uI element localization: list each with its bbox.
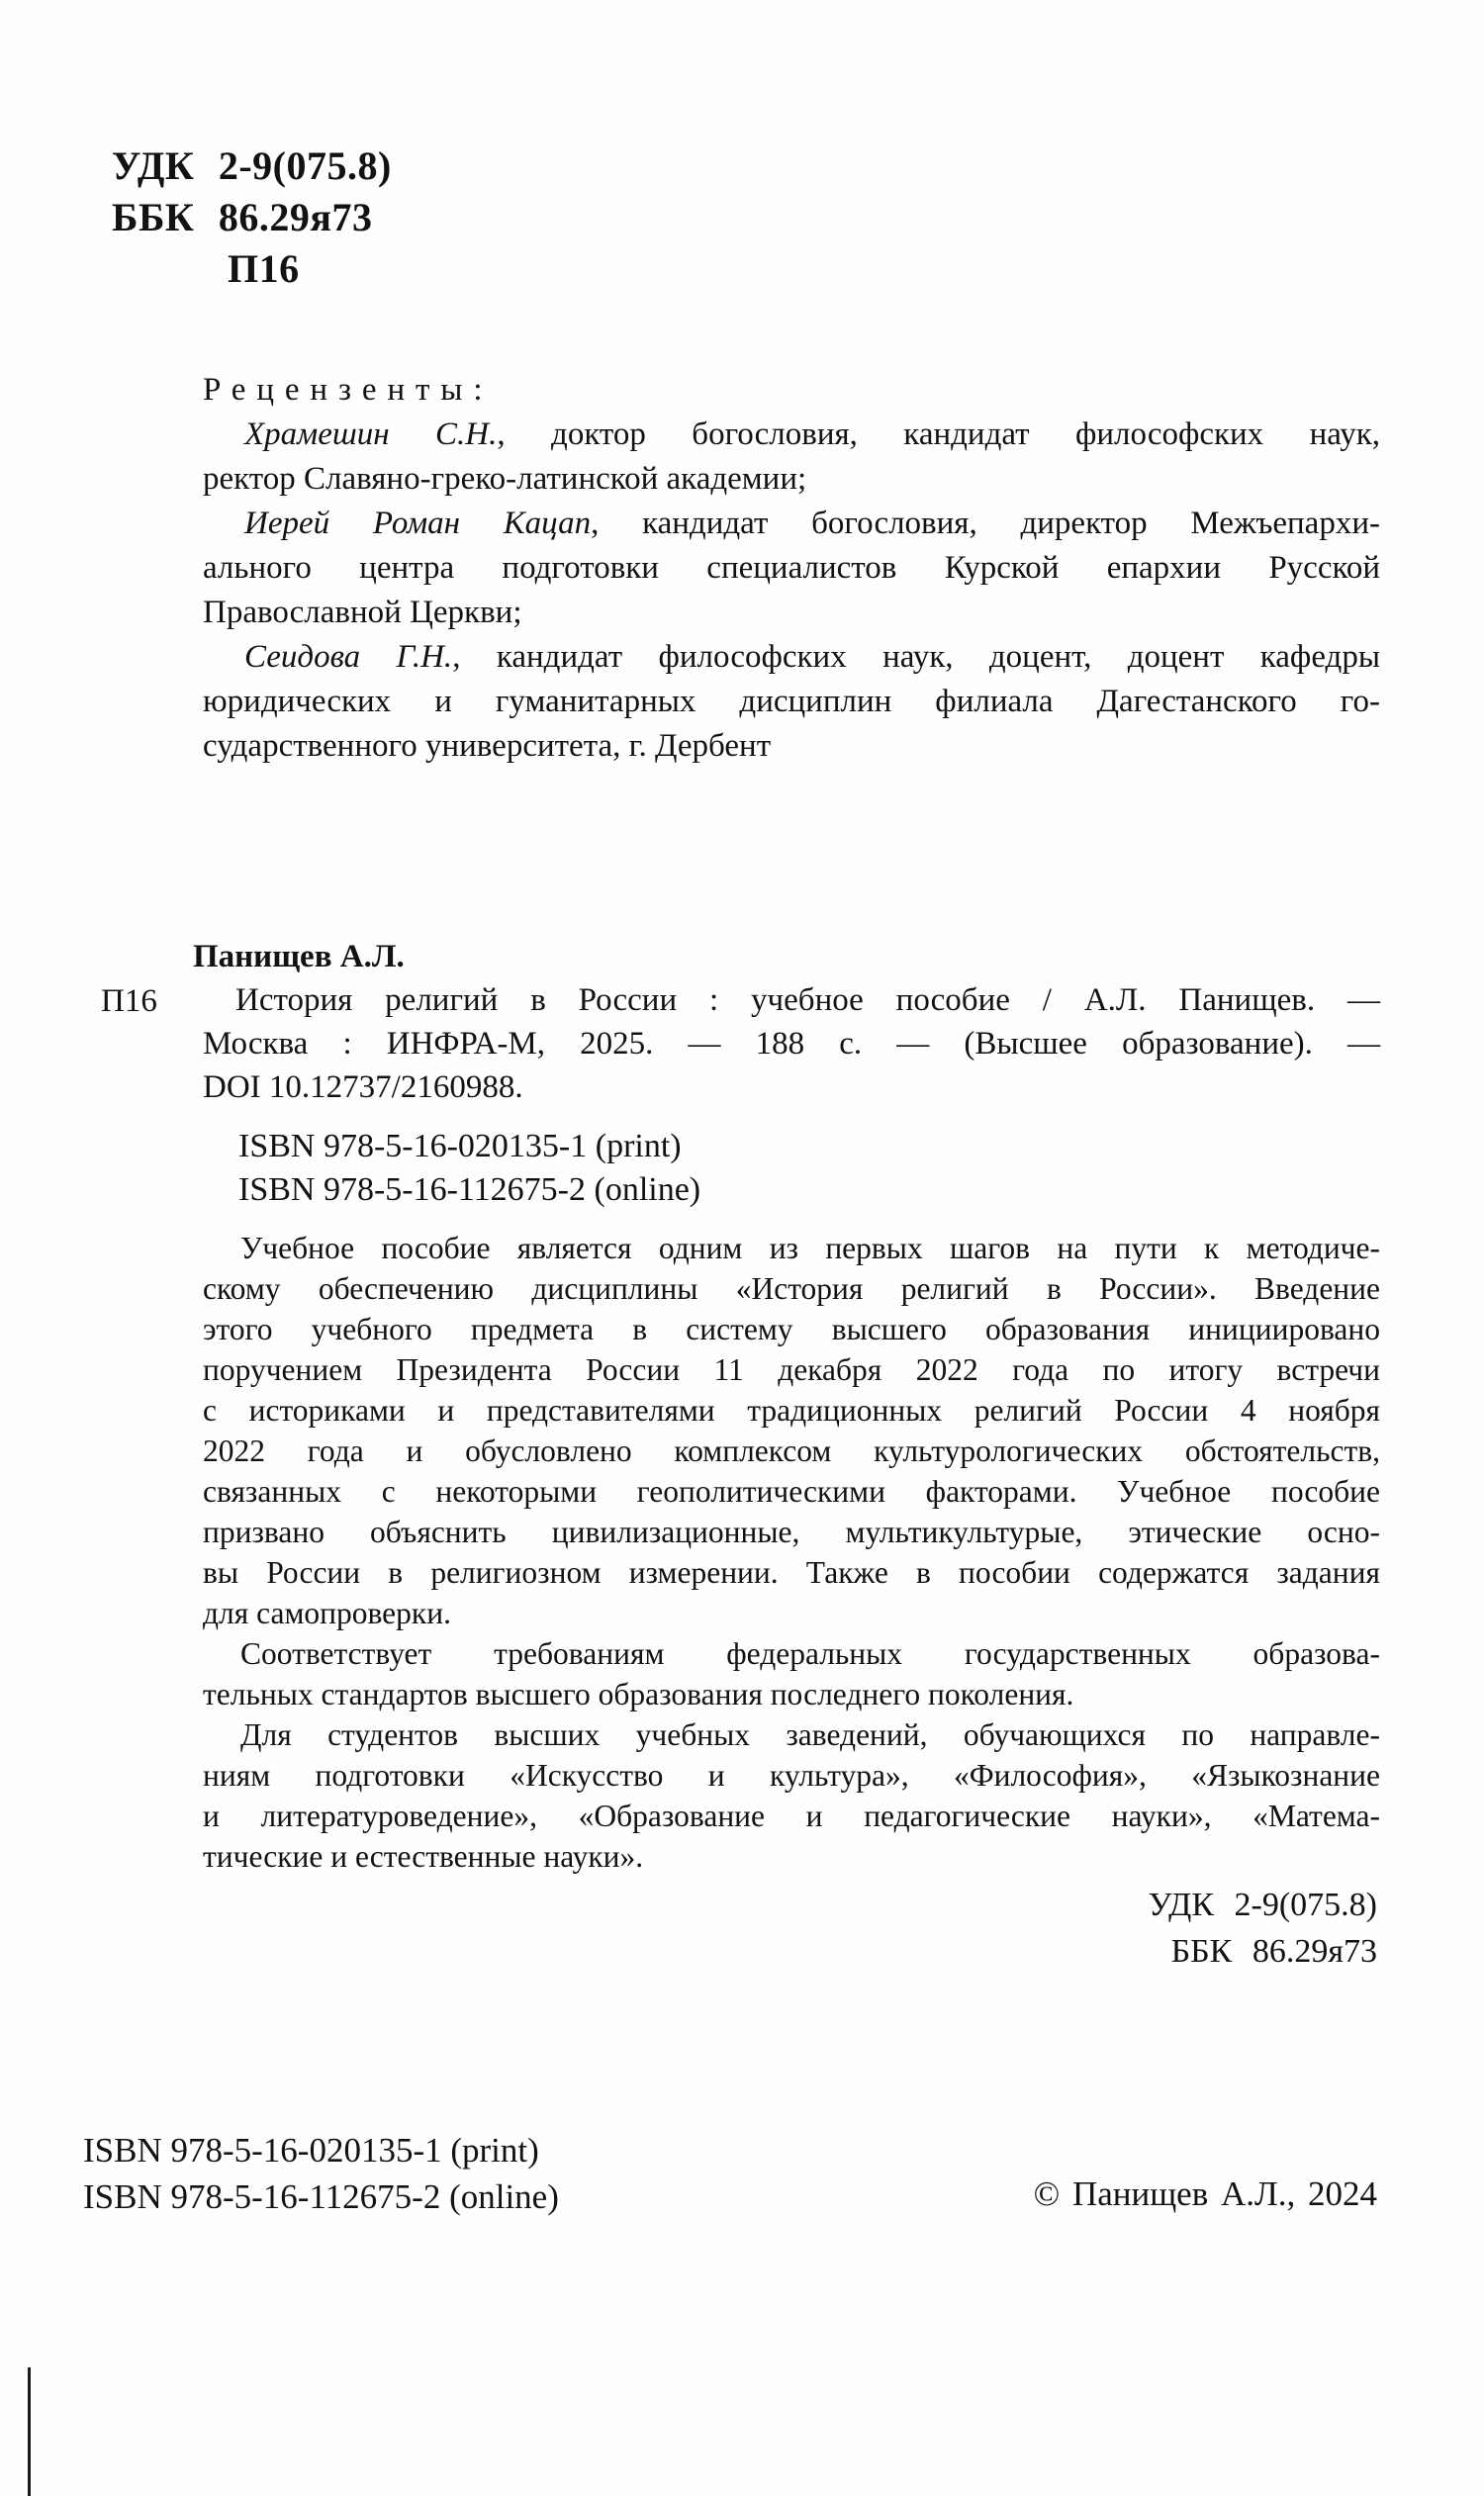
bbk-code-bottom: ББК 86.29я73 [1170, 1933, 1377, 1970]
text-line: Для студентов высших учебных заведений, обучающихся по направле- [240, 1717, 1380, 1752]
catalog-entry [101, 978, 1380, 1109]
annotation-paragraph-1 [203, 1228, 1380, 1633]
text-line: юридических и гуманитарных дисциплин филиала Дагестанского го- [203, 684, 1380, 719]
text-line: ректор Славяно-греко-латинской академии; [203, 461, 807, 497]
reviewer-first-line [203, 635, 1380, 680]
text-line: скому обеспечению дисциплины «История религий в России». Введение [203, 1271, 1380, 1306]
text-line: сударственного университета, г. Дербент [203, 728, 772, 764]
udk-code-bottom: УДК 2-9(075.8) [1148, 1887, 1377, 1923]
text-line: ального центра подготовки специалистов Курской епархии Русской [203, 550, 1380, 586]
copyright-line: © Панищев А.Л., 2024 [1033, 2174, 1377, 2213]
text-line: История религий в России : учебное пособие / А.Л. Панищев. — [235, 982, 1380, 1018]
footer-isbn-online: ISBN 978-5-16-112675-2 (online) [83, 2177, 559, 2216]
reviewer-continuation [203, 680, 1380, 769]
catalog-entry-lines [203, 978, 1380, 1109]
reviewer-credentials: , кандидат богословия, директор Межъепархи- [591, 506, 1380, 541]
udk-code: УДК 2-9(075.8) [112, 143, 392, 188]
footer-isbn-print: ISBN 978-5-16-020135-1 (print) [83, 2131, 539, 2170]
reviewer-continuation [203, 457, 1380, 502]
reviewer-name: Сеидова Г.Н. [244, 639, 453, 675]
bbk-code: ББК 86.29я73 [112, 195, 373, 239]
reviewer-credentials: , кандидат философских наук, доцент, доцент кафедры [452, 639, 1380, 675]
scan-edge-artifact [28, 2367, 31, 2496]
text-line: вы России в религиозном измерении. Также в пособии содержатся задания [203, 1555, 1380, 1590]
text-line: Соответствует требованиям федеральных государственных образова- [240, 1636, 1380, 1671]
annotation-paragraph-2 [203, 1633, 1380, 1714]
bottom-classification-codes [1149, 1882, 1377, 1975]
reviewer-continuation [203, 546, 1380, 635]
reviewer-entry [203, 413, 1380, 502]
text-line: ISBN 978-5-16-020135-1 (print) [238, 1128, 682, 1164]
reviewer-entry [203, 635, 1380, 769]
reviewer-first-line [203, 502, 1380, 546]
annotation-block [203, 1228, 1380, 1877]
reviewer-first-line [203, 413, 1380, 457]
text-line: Москва : ИНФРА-М, 2025. — 188 с. — (Высшее образование). — [203, 1026, 1380, 1062]
catalog-margin-sign: П16 [101, 983, 157, 1019]
text-line: этого учебного предмета в систему высшего образования инициировано [203, 1312, 1380, 1346]
footer-isbn-block [83, 2127, 559, 2220]
reviewer-name: Иерей Роман Кацап [244, 506, 592, 541]
catalog-column [101, 935, 1380, 1877]
annotation-paragraph-3 [203, 1714, 1380, 1877]
text-line: призвано объяснить цивилизационные, мультикультурые, этические осно- [203, 1515, 1380, 1549]
text-line: поручением Президента России 11 декабря 2022 года по итогу встречи [203, 1352, 1380, 1387]
text-line: ниям подготовки «Искусство и культура», «Философия», «Языкознание [203, 1758, 1380, 1793]
text-line: Учебное пособие является одним из первых шагов на пути к методиче- [240, 1231, 1380, 1265]
top-classification-codes [112, 140, 392, 295]
text-line: связанных с некоторыми геополитическими факторами. Учебное пособие [203, 1474, 1380, 1509]
text-line: DOI 10.12737/2160988. [203, 1069, 523, 1105]
reviewer-credentials: , доктор богословия, кандидат философских наук, [497, 416, 1380, 452]
author-sign: П16 [228, 246, 300, 291]
reviewers-block [203, 368, 1380, 769]
text-line: для самопроверки. [203, 1596, 451, 1630]
catalog-author: Панищев А.Л. [193, 939, 405, 974]
text-line: тельных стандартов высшего образования последнего поколения. [203, 1677, 1074, 1711]
text-line: тические и естественные науки». [203, 1839, 644, 1874]
isbn-block [203, 1125, 1380, 1212]
reviewer-entry [203, 502, 1380, 635]
text-line: ISBN 978-5-16-112675-2 (online) [238, 1171, 701, 1208]
text-line: с историками и представителями традиционных религий России 4 ноября [203, 1393, 1380, 1428]
reviewer-name: Храмешин С.Н. [244, 416, 498, 452]
reviewers-heading: Рецензенты: [203, 372, 494, 408]
text-line: Православной Церкви; [203, 595, 522, 630]
text-line: и литературоведение», «Образование и педагогические науки», «Матема- [203, 1799, 1380, 1833]
text-line: 2022 года и обусловлено комплексом культурологических обстоятельств, [203, 1433, 1380, 1468]
